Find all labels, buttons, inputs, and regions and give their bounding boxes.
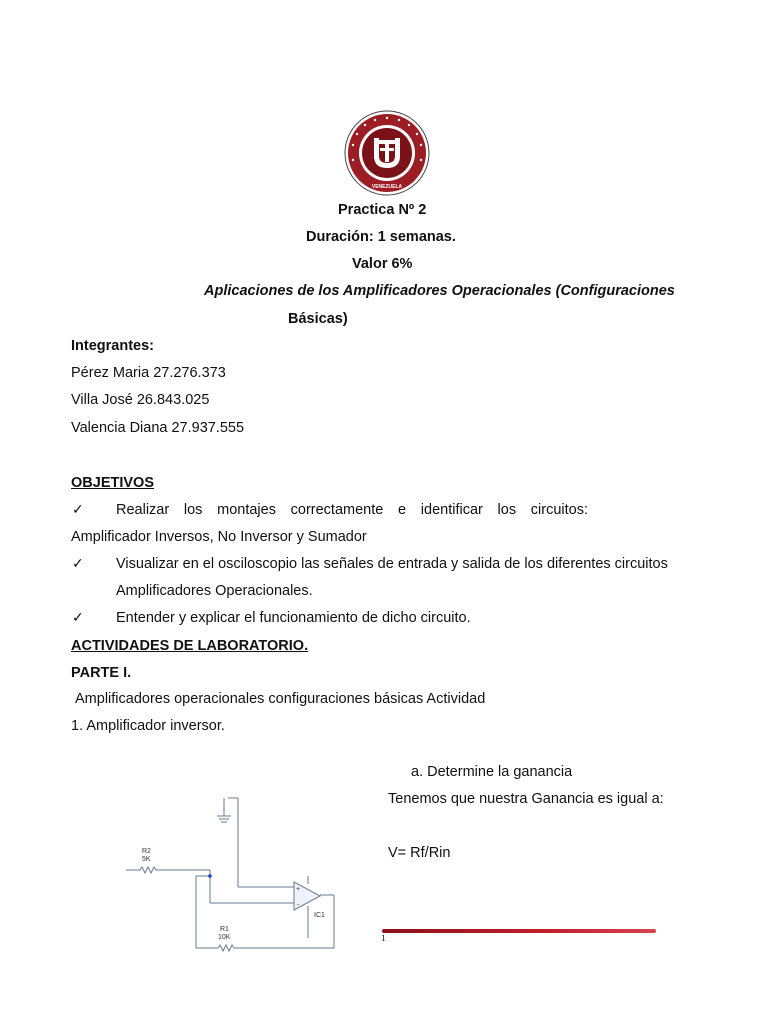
r2-label: R2 — [142, 848, 151, 855]
part-heading: PARTE I. — [71, 665, 132, 681]
title-line-2: Básicas) — [288, 311, 348, 327]
ic-label: IC1 — [314, 912, 325, 919]
objectives-heading: OBJETIVOS — [71, 475, 154, 491]
check-icon: ✓ — [72, 609, 84, 625]
logo-bottom-text: VENEZUELA — [371, 184, 403, 190]
duration: Duración: 1 semanas. — [306, 229, 456, 245]
gain-question: a. Determine la ganancia — [411, 764, 573, 780]
inverting-amplifier-schematic — [120, 788, 350, 958]
circuit-diagram — [120, 788, 350, 958]
page-number: 1 — [381, 933, 386, 943]
r1-value: 10K — [218, 934, 231, 941]
member-2: Villa José 26.843.025 — [71, 392, 210, 408]
members-label: Integrantes: — [71, 338, 154, 354]
gain-statement: Tenemos que nuestra Ganancia es igual a: — [388, 791, 664, 807]
university-seal — [344, 110, 430, 196]
r1-label: R1 — [220, 926, 229, 933]
value: Valor 6% — [352, 256, 413, 272]
check-icon: ✓ — [72, 555, 84, 571]
university-logo — [344, 110, 430, 196]
activity-item-1: 1. Amplificador inversor. — [71, 718, 225, 734]
member-1: Pérez Maria 27.276.373 — [71, 365, 226, 381]
objective-2-line-2: Amplificadores Operacionales. — [116, 583, 313, 599]
check-icon: ✓ — [72, 501, 84, 517]
title-line-1: Aplicaciones de los Amplificadores Operacionales (Configuraciones — [204, 283, 675, 299]
r2-value: 5K — [142, 856, 151, 863]
gain-formula: V= Rf/Rin — [388, 845, 451, 861]
activities-heading: ACTIVIDADES DE LABORATORIO. — [71, 638, 309, 654]
objective-1-line-2: Amplificador Inversos, No Inversor y Sumador — [71, 529, 367, 545]
member-3: Valencia Diana 27.937.555 — [71, 420, 245, 436]
objective-3: Entender y explicar el funcionamiento de dicho circuito. — [116, 610, 471, 626]
plus-sign: + — [296, 886, 301, 893]
junction-dot — [208, 874, 212, 878]
objective-2-line-1: Visualizar en el osciloscopio las señales de entrada y salida de los diferentes circuitos — [116, 556, 668, 572]
activities-intro: Amplificadores operacionales configuraciones básicas Actividad — [75, 691, 486, 707]
footer-divider — [382, 929, 656, 933]
objective-1-line-1: Realizar los montajes correctamente e identificar los circuitos: — [116, 502, 588, 518]
minus-sign: - — [297, 902, 300, 909]
practice-number: Practica Nº 2 — [338, 202, 427, 218]
